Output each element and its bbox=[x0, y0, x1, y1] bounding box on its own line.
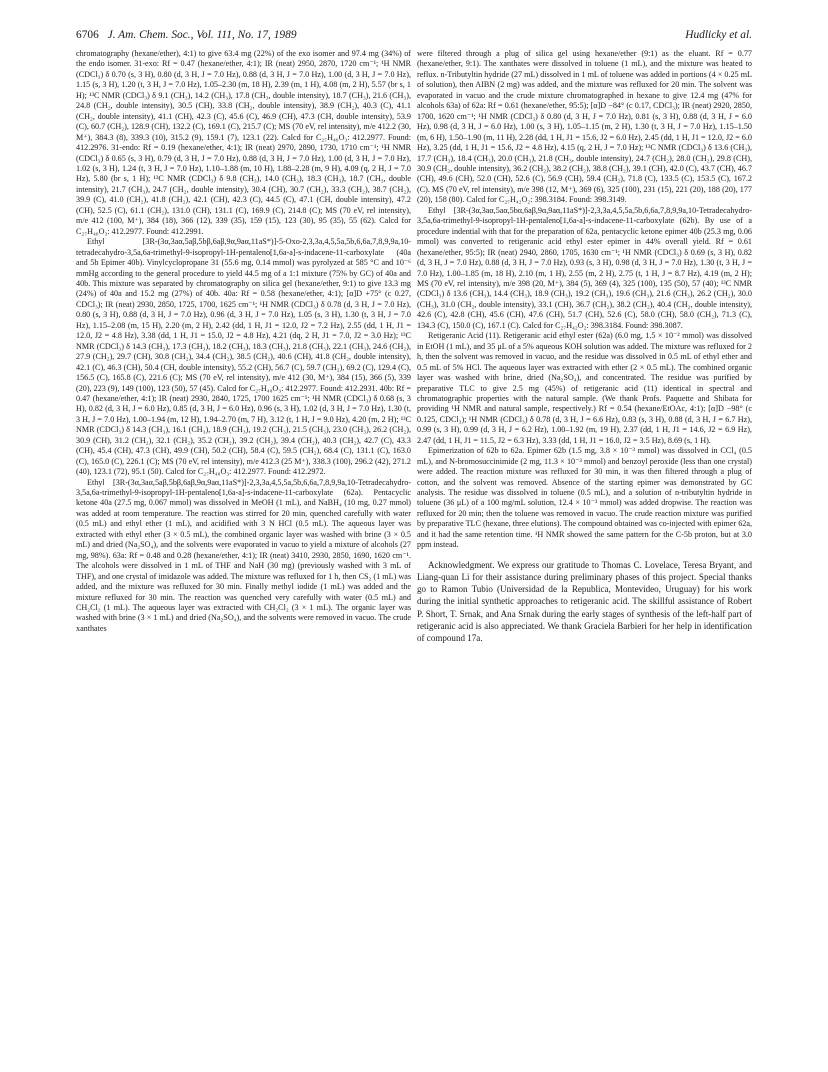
paragraph: Ethyl [3R-(3α,3aα,5aα,5bα,6aβ,9α,9aα,11aS*)]-2,3,3a,4,5,5a,5b,6,6a,7,8,9,9a,10-Tetradecahydro-3,5a,6a-trimethyl-9-isopropyl-1H-pentaleno[1,6a-a]-s-indacene-11-carboxylate (62b). By use of a procedure indential with that for the preparation of 62a, pentacyclic ketone epimer 40b (25.3 mg, 0.06 mmol) was converted to retigeranic acid ethyl ester epimer in 44% overall yield. Rf = 0.61 (hexane/ether, 95:5); IR (neat) 2940, 2860, 1705, 1630 cm⁻¹; ¹H NMR (CDCl₃) δ 0.69 (s, 3 H), 0.82 (d, 3 H, J = 7.0 Hz), 0.88 (d, 3 H, J = 7.0 Hz), 0.93 (s, 3 H), 0.98 (d, 3 H, J = 7.0 Hz), 1.30 (t, 3 H, J = 7.0 Hz), 1.00–1.85 (m, 18 H), 2.10 (m, 1 H), 2.55 (m, 2 H), 2.75 (t, 1 H, J = 8.7 Hz), 4.19 (m, 2 H); MS (70 eV, rel intensity), m/e 398 (20, M⁺), 384 (5), 369 (4), 325 (100), 135 (50), 57 (40); ¹³C NMR (CDCl₃) δ 13.6 (CH₃), 14.4 (CH₃), 18.9 (CH₃), 19.2 (CH₃), 19.6 (CH₃), 21.6 (CH₃), 26.2 (CH₂), 30.0 (CH₃), 31.0 (CH₂, double intensity), 33.1 (CH), 36.7 (CH₂), 38.2 (CH₂), 40.4 (CH₂, double intensity), 42.6 (C), 42.8 (CH), 45.6 (CH), 47.6 (CH), 51.7 (CH), 52.6 (C), 58.0 (CH), 58.0 (CH₂), 71.3 (C), 134.3 (C), 150.0 (C), 167.1 (C). Calcd for C₂₇H₄₂O₂: 398.3184. Found: 398.3087. bbox=[417, 205, 752, 330]
left-column bbox=[76, 49, 411, 1057]
paragraph: Ethyl [3R-(3α,3aα,5aβ,5bβ,6aβ,9α,9aα,11aS*)]-2,3,3a,4,5,5a,5b,6,6a,7,8,9,9a,10-Tetradecahydro-3,5a,6a-trimethyl-9-isopropyl-1H-pentaleno[1,6a-a]-s-indacene-11-carboxylate (62a). Pentacyclic ketone 40a (27.5 mg, 0.067 mmol) was dissolved in MeOH (1 mL), and NaBH₄ (10 mg, 0.27 mmol) was added at room temperature. The reaction was stirred for 20 min, quenched carefully with water (0.5 mL) and ethyl ether (1 mL), and acidified with 3 N HCl (0.5 mL). The aqueous layer was extracted with ethyl ether (3 × 0.5 mL), the combined organic layer was washed with brine (3 × 0.5 mL) and dried (Na₂SO₄), and the solvents were evaporated in vacuo to yield a mixture of alcohols (27 mg, 98%). 63a: Rf = 0.48 and 0.28 (hexane/ether, 4:1); IR (neat) 3410, 2930, 2850, 1690, 1620 cm⁻¹. The alcohols were dissolved in 1 mL of THF and NaH (30 mg) (previously washed with 3 mL of THF), and one crystal of imidazole was added. The mixture was refluxed for 1 h, then CS₂ (1 mL) was added, and the mixture was refluxed for 30 min. Finally methyl iodide (1 mL) was added and the mixture refluxed for 30 min. The reaction was quenched very carefully with water (0.5 mL) and CH₂Cl₂ (1 mL). The aqueous layer was extracted with CH₂Cl₂ (3 × 1 mL). The organic layer was washed with brine (3 × 1 mL) and dried (Na₂SO₄), and the solvents were removed in vacuo. The crude xanthates bbox=[76, 477, 411, 633]
paragraph: Epimerization of 62b to 62a. Epimer 62b (1.5 mg, 3.8 × 10⁻³ mmol) was dissolved in CCl₄ (0.5 mL), and N-bromosuccinimide (2 mg, 11.3 × 10⁻³ mmol) and benzoyl peroxide (less than one crystal) were added. The reaction mixture was refluxed for 30 min, it was then filtered through a plug of cotton, and the solvent was removed. Absence of the starting epimer was demonstrated by GC analysis. The residue was dissolved in toluene (0.5 mL), and a solution of n-tributyltin hydride in toluene (36 μL) of a 100 mg/mL solution, 12.4 × 10⁻³ mmol) was added dropwise. The reaction was refluxed for 20 min; then the toluene was removed in vacuo. The crude reaction mixture was purified by preparative TLC (hexane, three elutions). The compound obtained was co-injected with epimer 62a, and it had the same retention time. ¹H NMR showed the same pattern for the C-5b proton, but at 3.0 ppm instead. bbox=[417, 446, 752, 550]
paragraph: chromatography (hexane/ether), 4:1) to give 63.4 mg (22%) of the exo isomer and 97.4 mg (34%) of the endo isomer. 31-exo: Rf = 0.47 (hexane/ether, 4:1); IR (neat) 2950, 2870, 1720 cm⁻¹; ¹H NMR (CDCl₃) δ 0.70 (s, 3 H), 0.80 (d, 3 H, J = 7.0 Hz), 0.88 (d, 3 H, J = 7.0 Hz), 1.00 (d, 3 H, J = 7.0 Hz), 1.15 (s, 3 H), 1.20 (t, 3 H, J = 7.0 Hz), 1.05–2.30 (m, 18 H), 2.39 (m, 1 H), 4.08 (m, 2 H), 5.57 (br s, 1 H); ¹³C NMR (CDCl₃) δ 9.1 (CH₃), 14.2 (CH₃), 17.8 (CH₃, double intensity), 18.7 (CH₃), 21.6 (CH₃), 24.8 (CH₂, double intensity), 30.5 (CH), 33.8 (CH₂, double intensity), 38.9 (CH₂), 40.3 (C), 41.1 (CH₂, double intensity), 41.1 (CH), 42.3 (C), 45.6 (C), 46.9 (CH), 47.3 (CH, double intensity), 53.9 (C), 60.7 (CH₂), 128.9 (CH), 132.2 (C), 169.1 (C), 215.7 (C); MS (70 eV, rel intensity), m/e 412.2 (30, M⁺), 384.3 (8), 339.3 (10), 315.2 (9), 159.1 (7), 123.1 (22). Calcd for C₂₇H₄₀O₃: 412.2977. Found: 412.2976. 31-endo: Rf = 0.19 (hexane/ether, 4:1); IR (neat) 2970, 2890, 1730, 1710 cm⁻¹; ¹H NMR (CDCl₃) δ 0.65 (s, 3 H), 0.79 (d, 3 H, J = 7.0 Hz), 0.88 (d, 3 H, J = 7.0 Hz), 1.00 (d, 3 H, J = 7.0 Hz), 1.02 (s, 3 H), 1.24 (t, 3 H, J = 7.0 Hz), 1.10–1.88 (m, 10 H), 1.88–2.28 (m, 9 H), 4.09 (q, 2 H, J = 7.0 Hz), 5.80 (br s, 1 H); ¹³C NMR (CDCl₃) δ 9.8 (CH₃), 14.0 (CH₃), 18.3 (CH₃), 18.7 (CH₃, double intensity), 21.7 (CH₃), 24.7 (CH₂, double intensity), 30.4 (CH), 30.7 (CH₂), 33.3 (CH₂), 38.7 (CH₂), 39.9 (C), 41.0 (CH₂), 41.8 (CH₂), 42.1 (CH), 42.3 (C), 44.5 (C), 47.1 (CH, double intensity), 47.2 (CH), 52.5 (C), 61.1 (CH₂), 131.0 (CH), 131.1 (C), 169.9 (C), 214.8 (C); MS (70 eV, rel intensity), m/e 412 (100, M⁺), 384 (18), 366 (12), 339 (35), 159 (15), 123 (30), 95 (35), 55 (62). Calcd for C₂₇H₄₀O₃: 412.2977. Found: 412.2991. bbox=[76, 49, 411, 236]
page-number: 6706 bbox=[76, 29, 99, 41]
acknowledgment: Acknowledgment. We express our gratitude to Thomas C. Lovelace, Teresa Bryant, and Liang-quan Li for their assistance during preliminary phases of this project. Special thanks go to Ramon Tubio (Universidad de la Republica, Montevideo, Uruguay) for his work during the initial synthetic approaches to retigeranic acid. The skillful assistance of Robert P. Short, T. Srnak, and Ana Srnak during the early stages of synthesis of the left-half part of retigeranic acid is also appreciated. We thank Graciela Barbieri for her help in identification of compound 17a. bbox=[417, 559, 752, 643]
paragraph: Ethyl [3R-(3α,3aα,5aβ,5bβ,6aβ,9α,9aα,11aS*)]-5-Oxo-2,3,3a,4,5,5a,5b,6,6a,7,8,9,9a,10-tetradecahydro-3,5a,6a-trimethyl-9-isopropyl-1H-pentaleno[1,6a-a]-s-indacene-11-carboxylate (40a and 5b Epimer 40b). Vinylcyclopropane 31 (55.6 mg, 0.14 mmol) was pyrolyzed at 585 °C and 10⁻⁶ mmHg according to the general procedure to yield 44.5 mg of a 1:1 mixture (75% by GC) of 40a and 40b. This mixture was separated by chromatography on silica gel (hexane/ether, 9:1) to give 13.3 mg (24%) of 40a and 15.2 mg (27%) of 40b. 40a: Rf = 0.58 (hexane/ether, 4:1); [α]D +75° (c 0.27, CDCl₃); IR (neat) 2930, 2850, 1725, 1700, 1625 cm⁻¹; ¹H NMR (CDCl₃) δ 0.78 (d, 3 H, J = 7.0 Hz), 0.80 (s, 3 H), 0.88 (d, 3 H, J = 7.0 Hz), 0.96 (d, 3 H, J = 7.0 Hz), 1.05 (s, 3 H), 1.30 (t, 3 H, J = 7.0 Hz), 1.15–2.08 (m, 15 H), 2.20 (m, 2 H), 2.42 (dd, 1 H, J1 = 12.0, J2 = 7.2 Hz), 2.55 (dd, 1 H, J1 = 12.0, J2 = 4.8 Hz), 3.38 (dd, 1 H, J1 = 15.0, J2 = 4.8 Hz), 4.21 (dq, 2 H, J1 = 7.0, J2 = 3.0 Hz); ¹³C NMR (CDCl₃) δ 14.3 (CH₃), 17.3 (CH₃), 18.2 (CH₃), 18.3 (CH₃), 21.8 (CH₃), 22.1 (CH₃), 24.6 (CH₂), 27.9 (CH₂), 29.7 (CH), 30.8 (CH₂), 34.4 (CH₂), 38.5 (CH₂), 40.6 (CH), 41.8 (CH₂, double intensity), 42.1 (C), 46.3 (CH), 50.4 (CH, double intensity), 55.2 (CH), 56.7 (C), 59.7 (CH₂), 69.2 (C), 129.4 (C), 156.5 (C), 165.8 (C), 221.6 (C); MS (70 eV, rel intensity), m/e 412 (30, M⁺), 384 (15), 366 (5), 339 (20), 223 (9), 149 (100), 123 (50), 57 (45). Calcd for C₂₇H₄₀O₃: 412.2977. Found: 412.2931. 40b: Rf = 0.47 (hexane/ether, 4:1); IR (neat) 2930, 2840, 1725, 1700 1625 cm⁻¹; ¹H NMR (CDCl₃) δ 0.68 (s, 3 H), 0.82 (d, 3 H, J = 6.0 Hz), 0.85 (d, 3 H, J = 6.0 Hz), 0.96 (s, 3 H), 1.02 (d, 3 H, J = 7.0 Hz), 1.30 (t, 3 H, J = 7.0 Hz), 1.00–1.94 (m, 12 H), 1.94–2.70 (m, 7 H), 3.12 (t, 1 H, J = 9.0 Hz), 4.20 (m, 2 H); ¹³C NMR (CDCl₃) δ 14.3 (CH₃), 16.1 (CH₃), 18.9 (CH₃), 19.2 (CH₃), 21.5 (CH₃), 23.0 (CH₃), 26.2 (CH₂), 30.9 (CH), 31.2 (CH₂), 32.1 (CH₂), 35.2 (CH₂), 39.2 (CH₂), 39.4 (CH₂), 40.3 (CH₂), 42.7 (C), 43.3 (CH), 45.4 (CH), 47.3 (CH), 49.9 (CH), 50.2 (CH), 58.4 (C), 59.5 (CH₂), 68.4 (C), 131.1 (C), 163.0 (C), 165.0 (C), 226.1 (C); MS (70 eV, rel intensity), m/e 412.3 (25 M⁺), 338.3 (100), 296.2 (42), 271.2 (40), 123.1 (72), 95.1 (50). Calcd for C₂₇H₄₀O₃: 412.2977. Found: 412.2972. bbox=[76, 237, 411, 477]
page-header bbox=[76, 26, 752, 44]
paragraph: Retigeranic Acid (11). Retigeranic acid ethyl ester (62a) (6.0 mg, 1.5 × 10⁻² mmol) was dissolved in EtOH (1 mL), and 35 μL of a 5% aqueous KOH solution was added. The mixture was refluxed for 2 h, then the solvent was removed in vacuo, and the residue was dissolved in 0.5 mL of ethyl ether and 0.5 mL of 5% HCl. The aqueous layer was extracted with ether (2 × 0.5 mL). The combined organic layer was washed with brine, dried (Na₂SO₄), and concentrated. The residue was purified by preparative TLC to give 2.5 mg (45%) of retigeranic acid (11) identical in spectral and chromatographic properties with the natural sample. (We thank Profs. Paquette and Shibata for providing ¹H NMR and natural sample, respectively.) Rf = 0.54 (hexane/EtOAc, 4:1); [α]D −98° (c 0.125, CDCl₃); ¹H NMR (CDCl₃) δ 0.78 (d, 3 H, J = 6.6 Hz), 0.83 (s, 3 H), 0.88 (d, 3 H, J = 6.7 Hz), 0.99 (s, 3 H), 0.99 (d, 3 H, J = 6.2 Hz), 1.00–1.92 (m, 19 H), 2.37 (dd, 1 H, J1 = 14.6, J2 = 6.9 Hz), 2.47 (dd, 1 H, J1 = 11.5, J2 = 6.3 Hz), 3.33 (dd, 1 H, J1 = 16.0, J2 = 3.5 Hz), 8.69 (s, 1 H). bbox=[417, 331, 752, 445]
running-authors: Hudlicky et al. bbox=[685, 29, 752, 41]
right-column bbox=[417, 49, 752, 1057]
header-left bbox=[76, 26, 297, 44]
journal-citation: J. Am. Chem. Soc., Vol. 111, No. 17, 1989 bbox=[107, 29, 297, 41]
paragraph: were filtered through a plug of silica gel using hexane/ether (9:1) as the eluant. Rf = 0.77 (hexane/ether, 9:1). The xanthates were dissolved in toluene (1 mL), and the mixture was heated to reflux. n-Tributyltin hydride (27 mL) dissolved in 1 mL of toluene was added in portions (4 × 0.25 mL of solution), then AIBN (2 mg) was added, and the mixture was refluxed for 20 min. The solvent was evaporated in vacuo and the crude mixture chromatographed in hexane to give 12.4 mg (47% for alcohols 63a) of 62a: Rf = 0.61 (hexane/ether, 95:5); [α]D −84° (c 0.17, CDCl₃); IR (neat) 2920, 2850, 1700, 1620 cm⁻¹; ¹H NMR (CDCl₃) δ 0.80 (d, 3 H, J = 7.0 Hz), 0.81 (s, 3 H), 0.88 (d, 3 H, J = 6.0 Hz), 0.98 (d, 3 H, J = 6.0 Hz), 1.00 (s, 3 H), 1.05–1.15 (m, 2 H), 1.30 (t, 3 H, J = 7.0 Hz), 1.15–1.50 (m, 6 H), 1.50–1.90 (m, 11 H), 2.28 (dd, 1 H, J1 = 15.6, J2 = 6.0 Hz), 2.45 (dd, 1 H, J1 = 12.0, J2 = 6.0 Hz), 3.25 (dd, 1 H, J1 = 15.6, J2 = 4.8 Hz), 4.15 (q, 2 H, J = 7.0 Hz); ¹³C NMR (CDCl₃) δ 13.6 (CH₃), 17.7 (CH₃), 18.4 (CH₃), 20.0 (CH₃), 21.8 (CH₃, double intensity), 24.7 (CH₂), 28.0 (CH₂), 29.8 (CH), 30.9 (CH₂, double intensity), 36.2 (CH₂), 38.2 (CH₂), 38.8 (CH₂), 39.1 (CH), 42.0 (C), 43.7 (CH), 46.7 (CH), 49.6 (CH), 52.0 (CH), 52.6 (C), 56.9 (CH), 59.4 (CH₂), 71.8 (C), 133.5 (C), 153.5 (C), 167.2 (C). MS (70 eV, rel intensity), m/e 398 (12, M⁺), 369 (6), 325 (100), 231 (15), 221 (20), 188 (20), 177 (20), 158 (80). Calcd for C₂₇H₄₂O₂: 398.3184. Found: 398.3149. bbox=[417, 49, 752, 205]
